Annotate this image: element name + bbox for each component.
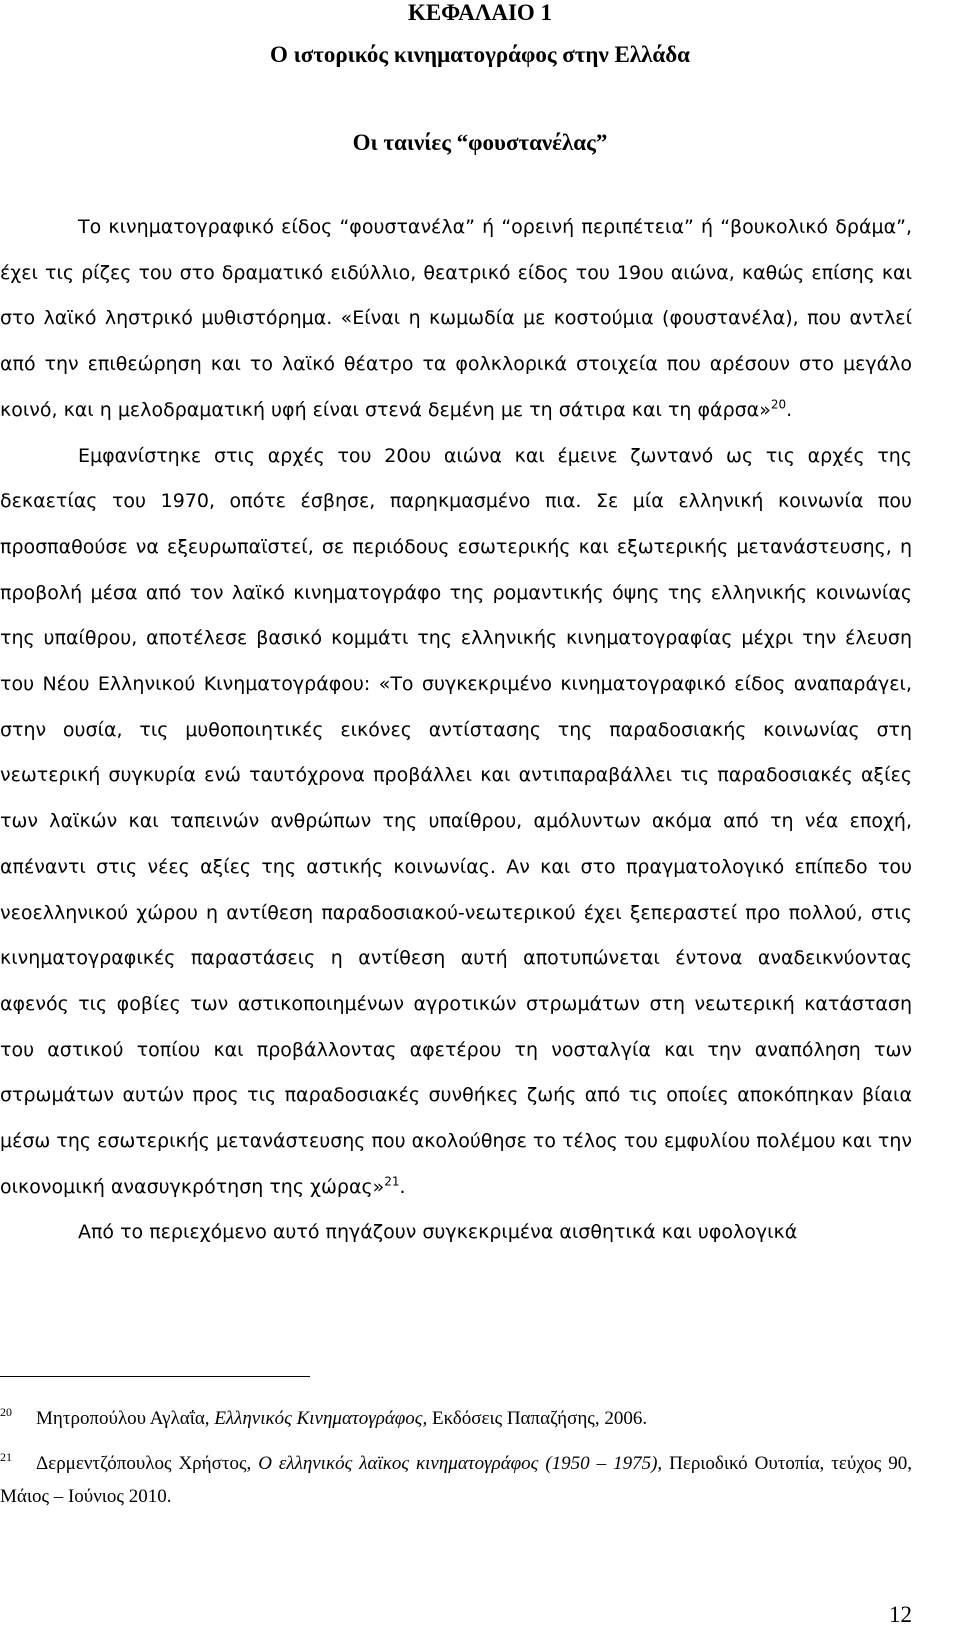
paragraph-3: Από το περιεχόμενο αυτό πηγάζουν συγκεκριμένα αισθητικά και υφολογικά (78, 1221, 798, 1244)
footnote-20-author: Μητροπούλου Αγλαΐα, (36, 1408, 215, 1429)
footnote-20-publisher: Εκδόσεις Παπαζήσης, 2006. (427, 1408, 648, 1429)
paragraph-1 (0, 205, 912, 434)
section-title: Οι ταινίες “φουστανέλας” (352, 130, 608, 155)
paragraph-2-end: . (399, 1175, 406, 1198)
footnote-20-title: Ελληνικός Κινηματογράφος, (214, 1408, 428, 1429)
footnote-21 (0, 1447, 912, 1513)
footnote-21-number: 21 (0, 1450, 12, 1464)
chapter-number: ΚΕΦΑΛΑΙΟ 1 (407, 0, 553, 25)
paragraph-2 (0, 434, 912, 1211)
footnote-ref-20: 20 (770, 397, 787, 412)
footnote-20-number: 20 (0, 1405, 12, 1419)
footnote-21-author: Δερμεντζόπουλος Χρήστος, (36, 1453, 259, 1474)
footnotes (0, 1402, 912, 1513)
footnote-21-title: Ο ελληνικός λαϊκος κινηματογράφος (1950 – 1975), (258, 1453, 663, 1474)
paragraph-2-text: Εμφανίστηκε στις αρχές του 20ου αιώνα και έμεινε ζωντανό ως τις αρχές της δεκαετίας του 1970, οπότε έσβησε, παρηκμασμένο πια. Σε μία ελληνική κοινωνία που προσπαθούσε να εξευρωπαϊστεί, σε περιόδους εσωτερικής και εξωτερικής μετανάστευσης, η προβολή μέσα από τον λαϊκό κινηματογράφο της ρομαντικής όψης της ελληνικής κοινωνίας της υπαίθρου, αποτέλεσε βασικό κομμάτι της ελληνικής κινηματογραφίας μέχρι την έλευση του Νέου Ελληνικού Κινηματογράφου: «Το συγκεκριμένο κινηματογραφικό είδος αναπαράγει, στην ουσία, τις μυθοποιητικές εικόνες αντίστασης της παραδοσιακής κοινωνίας στη νεωτερική συγκυρία ενώ ταυτόχρονα προβάλλει και αντιπαραβάλλει τις παραδοσιακές αξίες των λαϊκών και ταπεινών ανθρώπων της υπαίθρου, αμόλυντων ακόμα από τη νέα εποχή, απέναντι στις νέες αξίες της αστικής κοινωνίας. Αν και στο πραγματολογικό επίπεδο του νεοελληνικού χώρου η αντίθεση παραδοσιακού-νεωτερικού έχει ξεπεραστεί προ πολλού, στις κινηματογραφικές παραστάσεις η αντίθεση αυτή αποτυπώνεται έντονα αναδεικνύοντας αφενός τις φοβίες των αστικοποιημένων αγροτικών στρωμάτων στη νεωτερική κατάσταση του αστικού τοπίου και προβάλλοντας αφετέρου τη νοσταλγία και την αναπόληση των στρωμάτων αυτών προς τις παραδοσιακές συνθήκες ζωής από τις οποίες αποκόπηκαν βίαια μέσω της εσωτερικής μετανάστευσης που ακολούθησε το τέλος του εμφυλίου πολέμου και την οικονομική ανασυγκρότηση της χώρας» (0, 444, 912, 1198)
footnote-20 (0, 1402, 912, 1435)
footnote-separator (0, 1376, 310, 1377)
footnote-21-publisher: Περιοδικό Ουτοπία, τεύχος 90, Μάιος – Ιούνιος 2010. (0, 1453, 913, 1507)
footnote-ref-21: 21 (384, 1174, 400, 1189)
body-text (0, 205, 912, 1256)
paragraph-1-text: Το κινηματογραφικό είδος “φουστανέλα” ή “ορεινή περιπέτεια” ή “βουκολικό δράμα”, έχει τις ρίζες του στο δραματικό ειδύλλιο, θεατρικό είδος του 19ου αιώνα, καθώς επίσης και στο λαϊκό ληστρικό μυθιστόρημα. «Είναι η κωμωδία με κοστούμια (φουστανέλα), που αντλεί από την επιθεώρηση και το λαϊκό θέατρο τα φολκλορικά στοιχεία που αρέσουν στο μεγάλο κοινό, και η μελοδραματική υφή είναι στενά δεμένη με τη σάτιρα και τη φάρσα» (0, 216, 912, 421)
page-number: 12 (889, 1602, 912, 1627)
chapter-title: Ο ιστορικός κινηματογράφος στην Ελλάδα (269, 42, 691, 67)
paragraph-1-end: . (786, 398, 793, 421)
